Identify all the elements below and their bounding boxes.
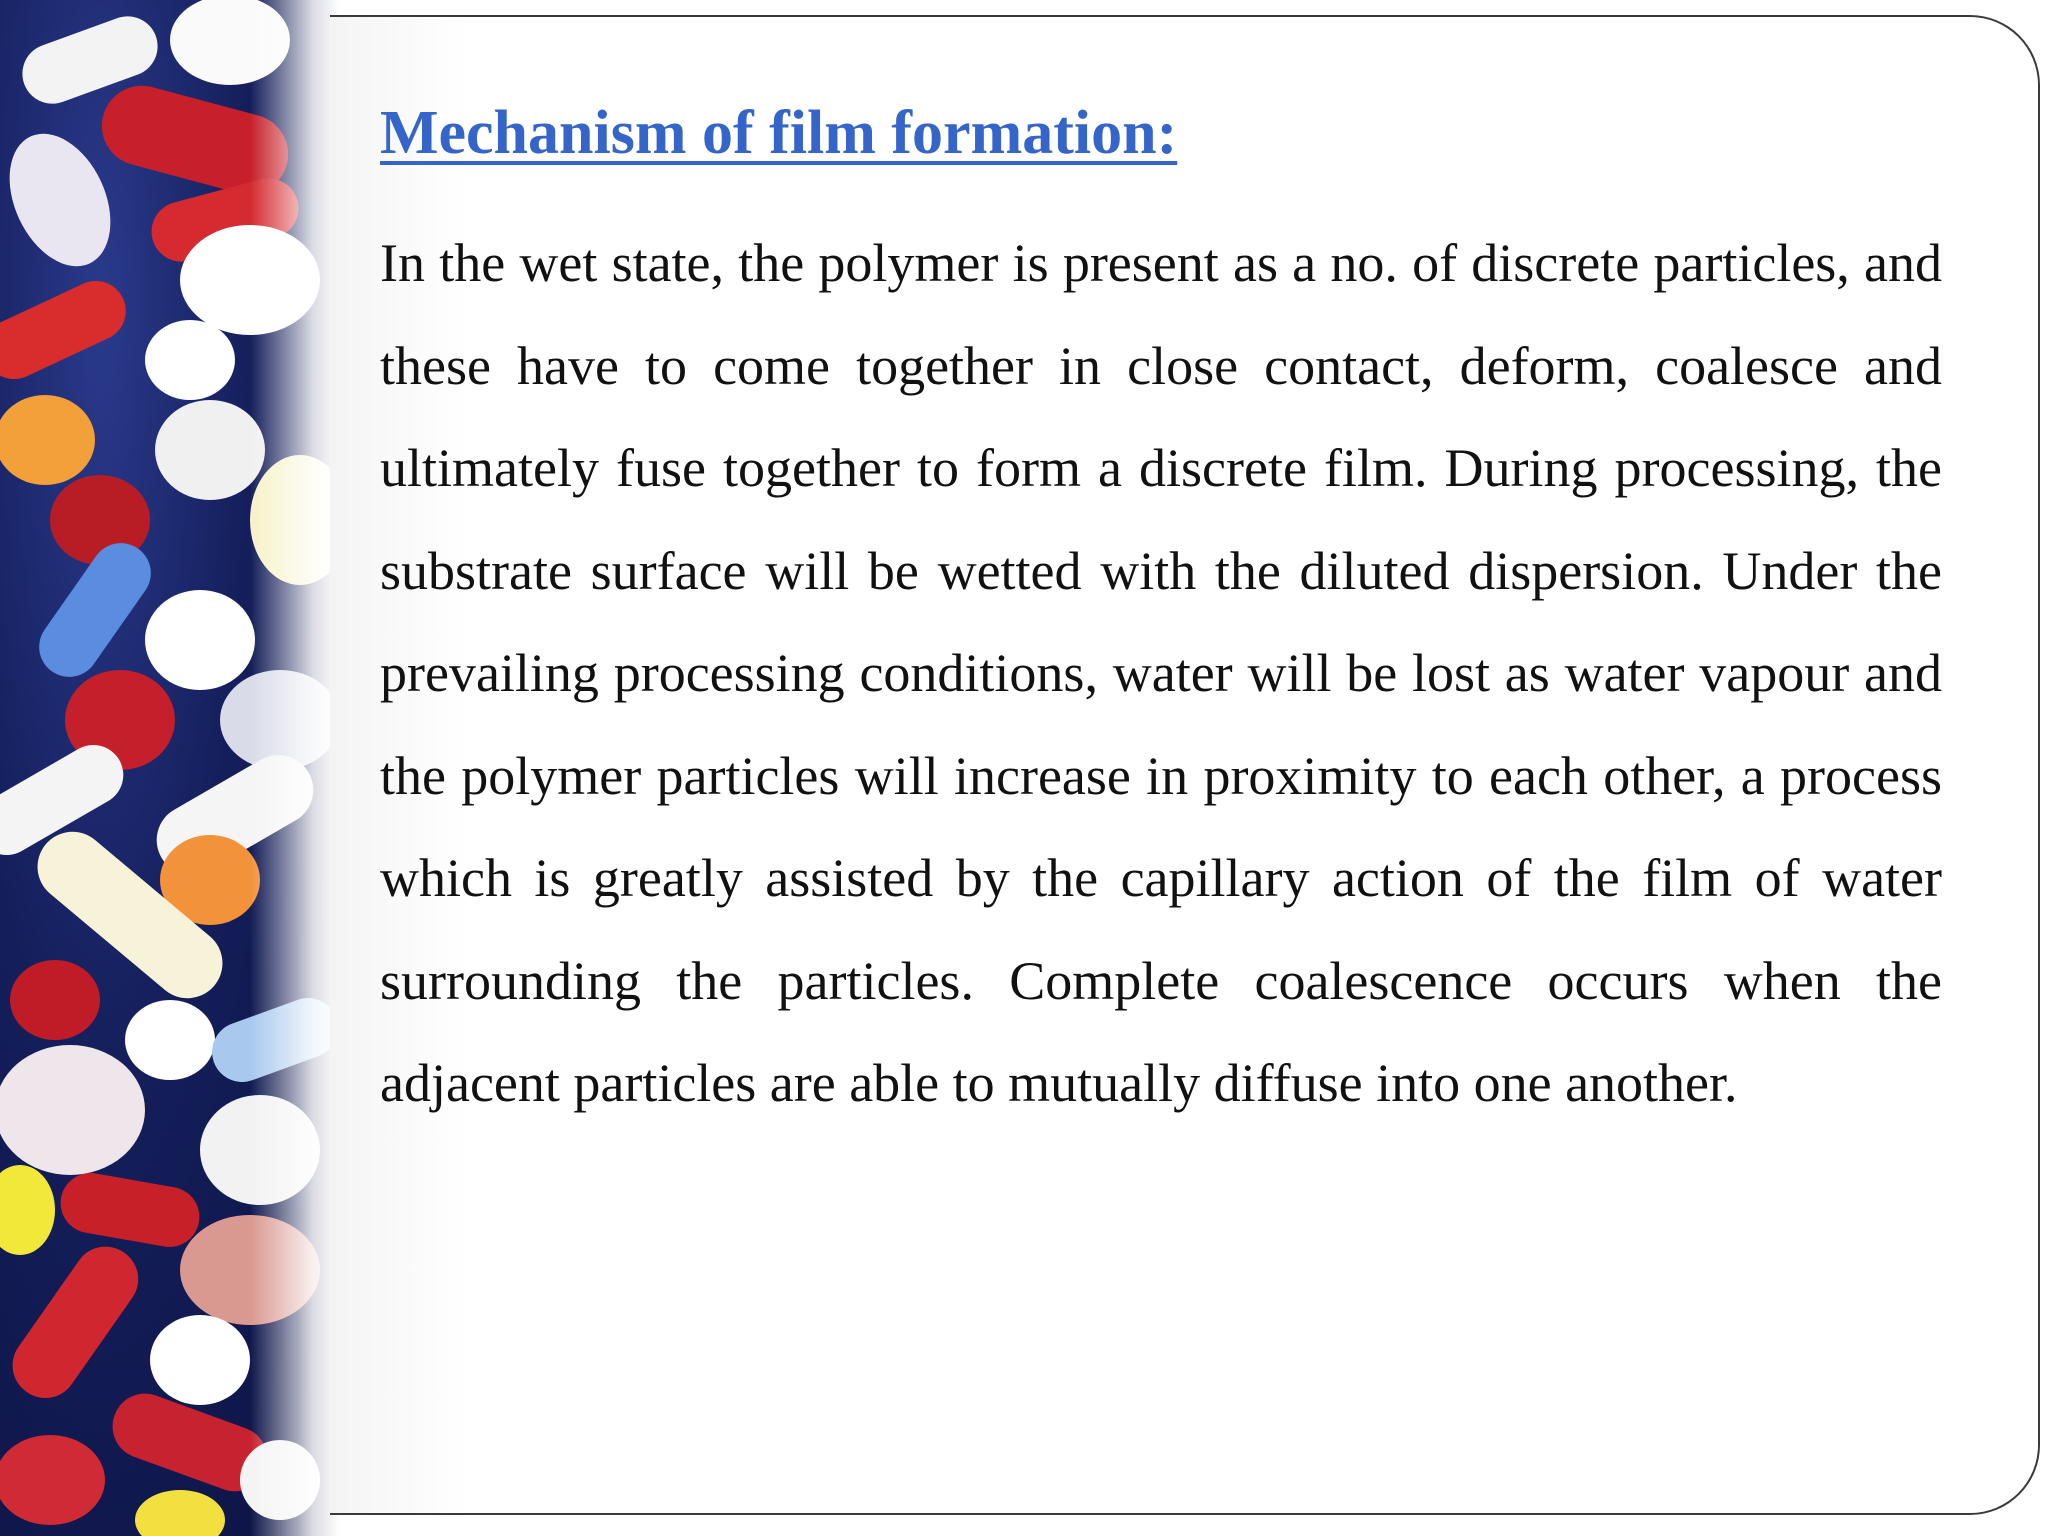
pills-photo-image <box>0 0 340 1536</box>
slide-title: Mechanism of film formation: <box>380 99 1178 167</box>
slide-body-text: In the wet state, the polymer is present as a no. of discrete particles, and these have to come together in close contact, deform, coalesce and ultimately fuse together to form a discrete film. During processing, the substrate surface will be wetted with the diluted dispersion. Under the prevailing processing conditions, water will be lost as water vapour and the polymer particles will increase in proximity to each other, a process which is greatly assisted by the capillary action of the film of water surrounding the particles. Complete coalescence occurs when the adjacent particles are able to mutually diffuse into one another. <box>380 233 1942 1113</box>
image-fade-edge <box>250 0 340 1536</box>
